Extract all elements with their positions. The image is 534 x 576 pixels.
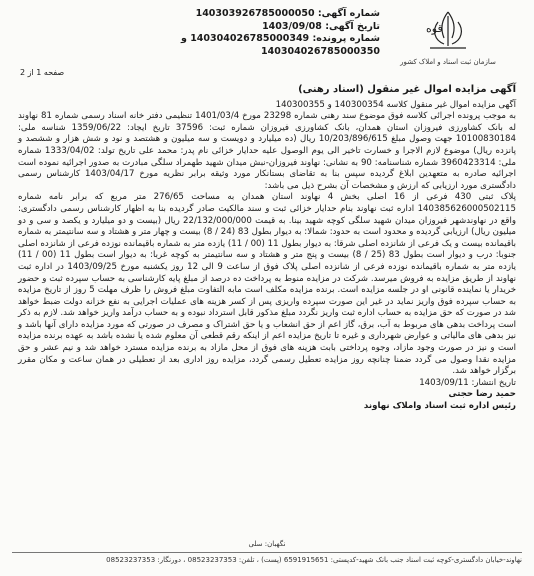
notice-meta xyxy=(150,8,380,58)
case-number-2: 140304026785000350 xyxy=(261,45,380,57)
footer-signature: نگهبان: سلی xyxy=(248,540,286,548)
org-name: سازمان ثبت اسناد و املاک کشور xyxy=(400,58,496,66)
page-footer xyxy=(12,540,522,564)
property-paragraph: پلاک ثبتی 430 فرعی از 16 اصلی بخش 4 نهاوند استان همدان به مساحت 276/65 متر مربع که برابر نامه شماره 140385626000502115 اداره ثبت نهاوند بنام حدایار خزائی ثبت و سند مالکیت صادر گردیده بنا به اظهار کارشناس رسمی دادگستری: واقع در نهاوندشهر فیروزان میدان شهید سلگی کوچه شهید بینا. به قیمت 22/132/000/000 ریال (بیست و دو میلیارد و یکصد و سی و دو میلیون ریال) ارزیابی گردیده و محدود است به حدود: شمالا: به دیوار بطول 83 (24 / 8) بیست و چهار متر و هشتاد و سه سانتیمتر به شماره باقیمانده بیست و یک فرعی از شانزده اصلی شرقا: به دیوار بطول 11 (00 / 11) یازده متر به شماره باقیمانده نوزده فرعی از شانزده اصلی جنوبا: درب و دیوار است بطول 83 (25 / 8) بیست و پنج متر و هشتاد و سه سانتیمتر به کوچه غربا: به دیوار است بطول 11 (00 / 11) یازده متر به شماره باقیمانده نوزده فرعی از شانزده اصلی پلاک فوق از ساعت 9 الی 12 روز یکشنبه مورخ 1403/09/25 در اداره ثبت نهاوند از طریق مزایده به فروش میرسد. شرکت در مزایده منوط به پرداخت ده درصد از مبلغ پایه کارشناسی به حساب سپرده ثبت و حضور خریدار یا نماینده قانونی او در جلسه مزایده است. برنده مزایده مکلف است مابه التفاوت مبلغ فروش را ظرف مهلت 5 روز از تاریخ مزایده به حساب سپرده فوق واریز نماید در غیر این صورت سپرده واریزی پس از کسر هزینه های عملیات اجرایی به نفع خزانه دولت ضبط خواهد شد در صورت که حق مزایده به حساب اداره ثبت واریز نگردد مبلغ مذکور قابل استرداد نبوده و به حساب درآمد واریز خواهد شد. لازم به ذکر است پرداخت بدهی های مربوط به آب، برق، گاز اعم از حق انشعاب و یا حق اشتراک و مصرف در صورتی که مورد مزایده دارای آنها باشد و نیز بدهی های مالیاتی و عوارض شهرداری و غیره تا تاریخ مزایده اعم از اینکه رقم قطعی آن معلوم شده یا نشده باشد به عهده برنده مزایده است و نیز در صورت وجود مازاد، وجوه پرداختی بابت هزینه های فوق از محل مازاد به برنده مزایده مسترد خواهد شد و نیم عشر و حق مزایده نقدا وصول می گردد ضمنا چنانچه روز مزایده تعطیل رسمی گردد، مزایده روز اداری بعد از تعطیلی در همان ساعت و مکان مقرر برگزار خواهد شد. xyxy=(18,192,517,377)
publication-date: تاریخ انتشار: 1403/09/11 xyxy=(419,377,516,388)
footer-divider xyxy=(12,552,522,553)
signer-title: رئیس اداره ثبت اسناد واملاک نهاوند xyxy=(363,401,516,412)
notice-number: شماره آگهی: 140303926785000050 xyxy=(195,8,380,19)
emblem-icon xyxy=(418,8,478,56)
notice-body xyxy=(18,84,516,413)
auction-reference: آگهی مزایده اموال غیر منقول کلاسه 140300354 و 140300355 xyxy=(275,99,516,110)
org-logo xyxy=(388,8,508,78)
case-number-1: شماره پرونده: 140304026785000349 و xyxy=(180,33,380,44)
notice-date: تاریخ آگهی: 1403/09/08 xyxy=(262,20,380,32)
page-number: صفحه 1 از 2 xyxy=(20,68,65,77)
execution-paragraph: به موجب پرونده اجرائی کلاسه فوق موضوع سند رهنی شماره 23298 مورخ 1401/03/4 تنظیمی دفتر خانه اسناد رسمی شماره 81 نهاوند له بانک کشاورزی فیروزان استان همدان، بانک کشاورزی فیروزان شماره ثبت: 37596 تاریخ ایجاد: 1359/06/22 شناسه ملی: 10100830184 جهت وصول مبلغ 10/203/896/615 ریال (ده میلیارد و دویست و سه میلیون و هشتصد و نود و شش هزار و ششصد و پانزده ریال) موضوع لازم الاجرا و خسارت تاخیر الی یوم الوصول علیه حدایار خزائی نام پدر: محمد علی تاریخ تولد: 1333/04/02 شماره ملی: 3960423314 شماره شناسنامه: 90 به نشانی: نهاوند فیروزان-نبش میدان شهید طهمراد سلگی مبادرت به صدور اجرائیه نموده است اجرائیه صادره به متعهدین ابلاغ گردیده سپس بنا به تقاضای بستانکار مورد وثیقه برابر نظریه مورخ 1403/04/17 کارشناس رسمی دادگستری مورد ارزیابی که ارزش و مشخصات آن بشرح ذیل می باشد: xyxy=(18,111,517,191)
notice-title: آگهی مزایده اموال غیر منقول (اسناد رهنی) xyxy=(298,84,516,95)
office-address: نهاوند-خیابان دادگستری-کوچه ثبت اسناد جنب بانک شهید-کدپستی: 6591915651 (پست) ، تلفن: 08523237353 ، دورنگار: 08523237353 xyxy=(106,556,522,564)
signer-name: حمید رضا حجتی xyxy=(448,389,516,400)
svg-text:قوه: قوه xyxy=(426,22,443,35)
